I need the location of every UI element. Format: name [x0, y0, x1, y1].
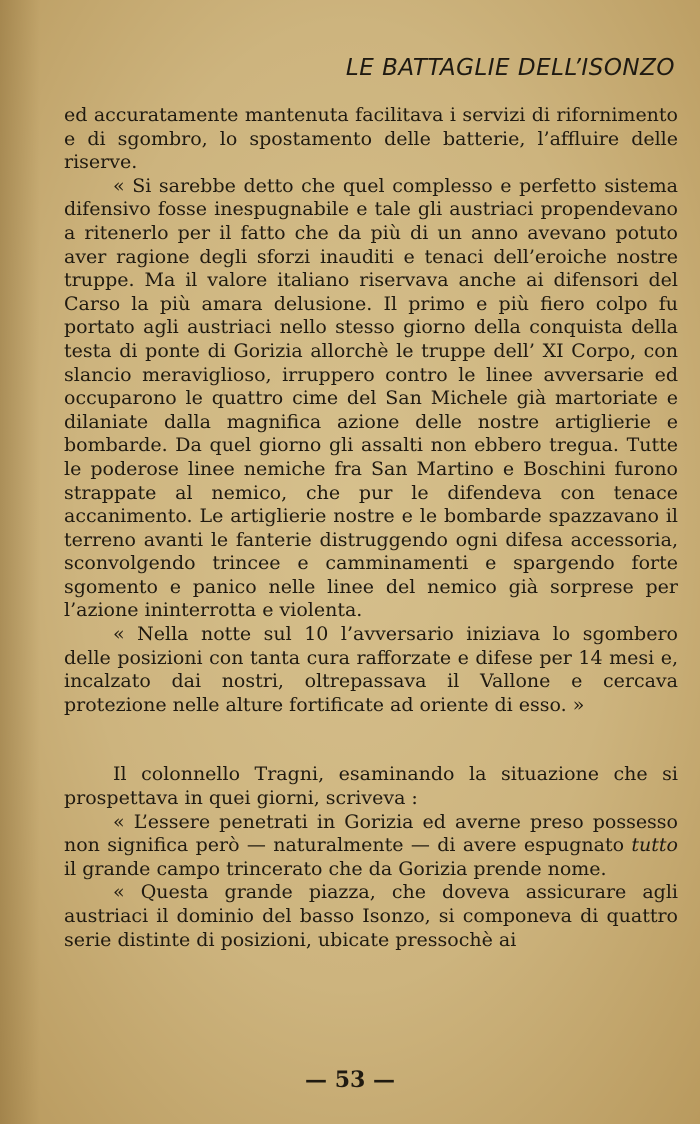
paragraph-5-emphasis: tutto: [631, 834, 678, 857]
paragraph-5: [64, 811, 678, 882]
running-header: LE BATTAGLIE DELL’ISONZO: [345, 55, 675, 81]
paragraph-4: Il colonnello Tragni, esaminando la situazione che si prospettava in quei giorni, scriveva :: [64, 763, 678, 810]
paragraph-3: « Nella notte sul 10 l’avversario iniziava lo sgombero delle posizioni con tanta cura rafforzate e difese per 14 mesi e, incalzato dai nostri, oltrepassava il Vallone e cercava protezione nelle alture fortificate ad oriente di esso. »: [64, 623, 678, 716]
paragraph-5-tail: il grande campo trincerato che da Gorizia prende nome.: [64, 857, 607, 880]
page-body: [64, 104, 678, 952]
paragraph-6: « Questa grande piazza, che doveva assicurare agli austriaci il dominio del basso Isonzo, si componeva di quattro serie distinte di posizioni, ubicate pressochè ai: [64, 881, 678, 951]
page-number: — 53 —: [305, 1067, 395, 1093]
page-edge-shadow: [0, 0, 40, 1124]
paragraph-2: « Si sarebbe detto che quel complesso e perfetto sistema difensivo fosse inespugnabile e tale gli austriaci propendevano a ritenerlo per il fatto che da più di un anno avevano potuto aver ragione degli sforzi inauditi e tenaci dell’eroiche nostre truppe. Ma il valore italiano riservava anche ai difensori del Carso la più amara delusione. Il primo e più fiero colpo fu portato agli austriaci nello stesso giorno della conquista della testa di ponte di Gorizia allorchè le truppe dell’ XI Corpo, con slancio meraviglioso, irruppero contro le linee avversarie ed occuparono le quattro cime del San Michele già martoriate e dilaniate dalla magnifica azione delle nostre artiglierie e bombarde. Da quel giorno gli assalti non ebbero tregua. Tutte le poderose linee nemiche fra San Martino e Boschini furono strappate al nemico, che pur le difendeva con tenace accanimento. Le artiglierie nostre e le bombarde spazzavano il terreno avanti le fanterie distruggendo ogni difesa accessoria, sconvolgendo trincee e camminamenti e spargendo forte sgomento e panico nelle linee del nemico già sorprese per l’azione ininterrotta e violenta.: [64, 174, 678, 622]
paragraph-1: ed accuratamente mantenuta facilitava i servizi di rifornimento e di sgombro, lo spostamento delle batterie, l’affluire delle riserve.: [64, 104, 678, 174]
paragraph-5-lead: « L’essere penetrati in Gorizia ed averne preso possesso non significa però — naturalmente — di avere espugnato: [64, 810, 678, 857]
